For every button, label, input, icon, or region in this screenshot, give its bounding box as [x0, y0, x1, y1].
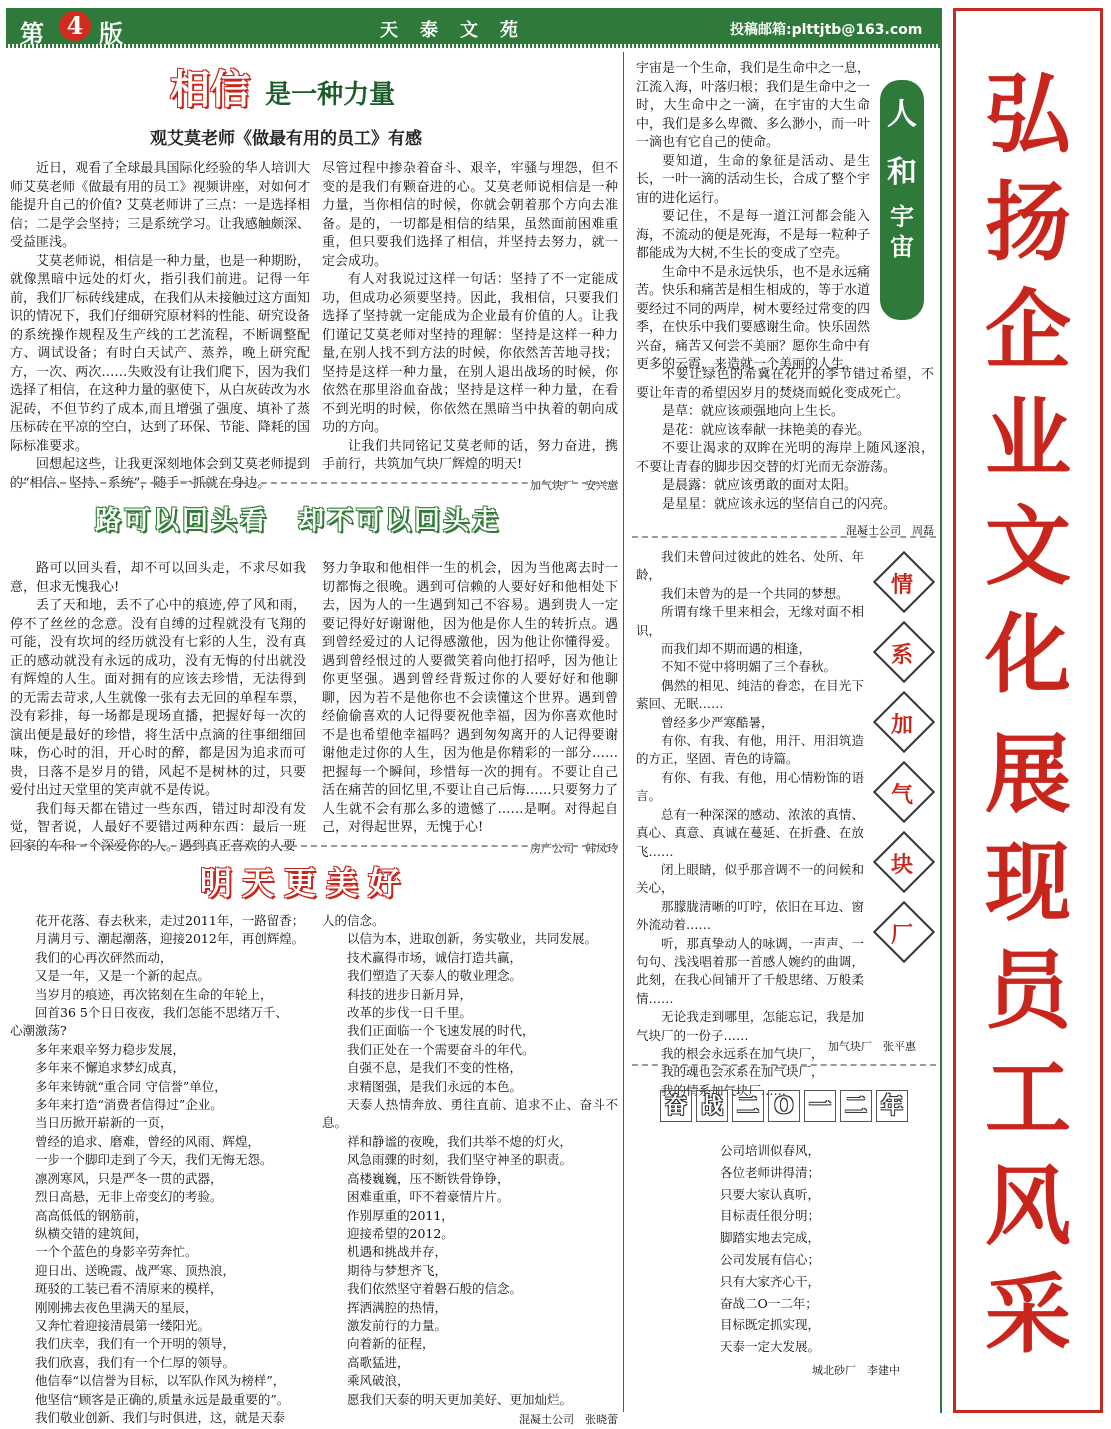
- article4-wide: [636, 366, 934, 541]
- poem-line: 各位老师讲得清；: [720, 1164, 821, 1180]
- poem-line: 高楼巍巍，压不断铁骨铮铮，: [347, 1170, 510, 1186]
- poem-line: 我们未曾问过彼此的姓名、处所、年龄，: [636, 549, 864, 583]
- title-char-box: 二: [840, 1090, 872, 1122]
- article1-title-red: 相信: [170, 66, 250, 113]
- title-char-box: 战: [696, 1090, 728, 1122]
- article1-subtitle: 观艾莫老师《做最有用的员工》有感: [150, 129, 422, 149]
- paragraph: 不要让渴求的双眸在光明的海岸上随风逐浪，不要让青春的脚步因交替的灯光而无奈游荡。: [636, 441, 934, 475]
- slogan-char: 弘: [985, 65, 1071, 165]
- edition-prefix: 第: [20, 19, 44, 48]
- paragraph: 努力争取和他相伴一生的机会，因为当他离去时一切都悔之很晚。遇到可信赖的人要好好和他相处下去，因为人的一生遇到知己不容易。遇到贵人一定要记得好好谢谢他，因为他是你人生的转折点。遇到曾经爱过的人记得感激他，因为他让你懂得爱。遇到曾经恨过的人要微笑着向他打招呼，因为他让你更坚强。遇到曾经背叛过你的人要好好和他聊聊，因为若不是他你也不会读懂这个世界。遇到曾经偷偷喜欢的人记得要祝他幸福，因为你喜欢他时不是也希望他幸福吗？遇到匆匆离开的人记得要谢谢他走过你的人生，因为他是你精彩的一部分……把握每一个瞬间，珍惜每一次的拥有。不要让自己活在痛苦的回忆里,不要让自己后悔……只要努力了人生就不会有那么多的遗憾了……是啊。对得起自己，对得起世界，无愧于心!: [322, 561, 618, 835]
- badge-char: 宇宙: [890, 202, 914, 261]
- article2-col2: [322, 560, 618, 858]
- poem-line: 多年来铸就“重合同 守信誉”单位，: [35, 1078, 227, 1094]
- poem-line: 又奔忙着迎接清晨第一缕阳光。: [35, 1317, 211, 1333]
- paragraph: 要知道，生命的象征是活动、是生长，一叶一滴的活动生长，合成了整个宇宙的进化运行。: [636, 153, 871, 206]
- article3-col1: [10, 912, 322, 1427]
- poem-line: 凛冽寒风，只是严冬一贯的武器，: [35, 1170, 223, 1186]
- title-char-box: 奋: [660, 1090, 692, 1122]
- article5-vertical-title: [874, 560, 930, 1000]
- edition-number: 4: [59, 11, 91, 41]
- article6-poem: [720, 1140, 880, 1358]
- poem-line: 一个个蓝色的身影辛劳奔忙。: [35, 1244, 198, 1260]
- paragraph: 宇宙是一个生命，我们是生命中之一息，江流入海，叶落归根；我们是生命中之一时，大生命中之一滴，在宇宙的大生命中，我们是多么卑微、多么渺小，而一叶一滴也有它自己的使命。: [636, 61, 871, 150]
- poem-line: 我的情系加气块厂……: [661, 1082, 787, 1098]
- paragraph: 让我们共同铭记艾莫老师的话，努力奋进，携手前行，共筑加气块厂辉煌的明天!: [322, 438, 618, 472]
- slogan-char: 扬: [985, 173, 1071, 273]
- divider: [632, 1064, 936, 1066]
- poem-line: 而我们却不期而遇的相逢，: [661, 641, 812, 657]
- vertical-title-char: 加: [882, 700, 922, 740]
- slogan-char: 现: [985, 833, 1071, 933]
- article2-signature: 房产公司 韩凤玲: [530, 841, 618, 855]
- slogan-col1: [953, 65, 1103, 718]
- poem-line: 所谓有缘千里来相会，无缘对面不相识，: [636, 604, 864, 638]
- article1-col1: [10, 160, 310, 493]
- paragraph: 要记住，不是每一道江河都会能入海，不流动的便是死海，不是每一粒种子都能成为大树,不生长的变成了空壳。: [636, 209, 871, 261]
- article6-signature: 城北砂厂 李建中: [812, 1364, 900, 1377]
- poem-line: 我的根会永远系在加气块厂，: [661, 1045, 824, 1061]
- poem-line: 高歌猛进，: [347, 1354, 410, 1370]
- article2-col1: [10, 560, 306, 856]
- poem-line: 闭上眼睛，似乎那音调不一的问候和关心，: [636, 861, 864, 896]
- poem-line: 曾经多少严寒酷暑，: [661, 714, 774, 730]
- paragraph: 我们每天都在错过一些东西，错过时却没有发觉，智者说，人最好不要错过两种东西：最后一班回家的车和一个深爱你的人。遇到真正喜欢的人要: [10, 801, 306, 854]
- poem-line: 斑驳的工装已看不清原来的模样，: [35, 1281, 223, 1297]
- paragraph: 生命中不是永远快乐，也不是永远痛苦。快乐和痛苦是相生相成的，等于水道要经过不同的两岸，树木要经过常变的四季，在快乐中我们要感谢生命。快乐固然兴奋，痛苦又何尝不美丽？愿你生命中有更多的云霞，来造就一个美丽的人生。: [636, 264, 871, 372]
- poem-line: 高高低低的钢筋前，: [35, 1207, 148, 1223]
- vertical-title-char: 气: [882, 770, 922, 810]
- poem-line: 烈日高悬，无非上帝变幻的考验。: [35, 1189, 223, 1205]
- slogan-char: 文: [985, 497, 1071, 597]
- poem-line: 无论我走到哪里，怎能忘记，我是加气块厂的一份子……: [636, 1009, 864, 1043]
- badge-char: 和: [887, 155, 917, 190]
- article5-body: [636, 548, 864, 1100]
- poem-line: 我们正处在一个需要奋斗的年代。: [347, 1041, 535, 1057]
- page-edge-rule: [940, 8, 942, 1413]
- poem-line: 有你、有我、有他，用汗、用泪筑造的方正，坚固、青色的诗篇。: [636, 733, 864, 767]
- poem-line: 祥和静谧的夜晚，我们共举不熄的灯火，: [347, 1133, 573, 1149]
- paragraph: 回想起这些，让我更深刻地体会到艾莫老师提到的“相信、坚持、系统”，随手一抓就在身边。: [10, 457, 310, 491]
- edition-suffix: 版: [99, 19, 123, 48]
- poem-line: 天泰一定大发展。: [720, 1339, 821, 1355]
- paragraph: 丢了天和地，丢不了心中的痕迹,停了风和雨，停不了丝丝的念意。没有自缚的过程就没有飞翔的可能，没有坎坷的经历就没有七彩的人生，没有真正的感动就没有永远的成功，没有无悔的付出就没有辉煌的人生。面对拥有的应该去珍惜，无法得到的无需去苛求,人生就像一张有去无回的单程车票，没有彩排，每一场都是现场直播，把握好每一次的演出便是最好的珍惜，将生活中点滴的往事细细回味，伤心时的泪，开心时的醉，都是因为追求而可贵，日落不是岁月的错，风起不是树林的过，只要爱付出过天堂里的笑声就不是传说。: [10, 598, 306, 798]
- poem-line: 迎接希望的2012。: [347, 1225, 454, 1241]
- poem-line: 不知不觉中将明媚了三个春秋。: [661, 659, 837, 675]
- poem-line: 我们敬业创新、我们与时俱进，这，就是天泰: [35, 1409, 286, 1425]
- poem-line: 只有大家齐心干，: [720, 1273, 821, 1289]
- badge-char: 人: [887, 97, 917, 132]
- poem-line: 我们正面临一个飞速发展的时代，: [347, 1023, 535, 1039]
- slogan-char: 风: [985, 1157, 1071, 1257]
- poem-line: 他坚信“顾客是正确的,质量永远是最重要的”。: [35, 1391, 290, 1407]
- poem-line: 自强不息，是我们不变的性格，: [347, 1060, 523, 1076]
- poem-line: 听，那真挚动人的咏调，一声声、一句句、浅浅唱着那一首感人婉约的曲调，此刻，在我心间铺开了千般思绪、万般柔情……: [636, 935, 864, 1006]
- title-char-box: O: [768, 1090, 800, 1122]
- title-char-box: 二: [732, 1090, 764, 1122]
- poem-line: 曾经的追求、磨难，曾经的风雨、辉煌，: [35, 1133, 261, 1149]
- poem-line: 困难重重，吓不着豪情片片。: [347, 1189, 510, 1205]
- paragraph: 路可以回头看，却不可以回头走，不求尽如我意，但求无愧我心!: [10, 561, 306, 595]
- poem-line: 天泰人热情奔放、勇往直前、追求不止、奋斗不息。: [322, 1097, 618, 1131]
- poem-line: 求精图强，是我们永远的本色。: [347, 1078, 523, 1094]
- divider: [10, 482, 618, 484]
- poem-line: 我们塑造了天泰人的敬业理念。: [347, 968, 523, 984]
- poem-line: 人的信念。: [322, 913, 385, 928]
- poem-line: 科技的进步日新月异，: [347, 986, 473, 1002]
- vertical-title-char: 系: [882, 630, 922, 670]
- poem-line: 技术赢得市场，诚信打造共赢，: [347, 949, 523, 965]
- poem-line: 目标责任很分明；: [720, 1208, 821, 1224]
- article4-signature: 混凝土公司 周磊: [846, 524, 934, 537]
- poem-line: 目标既定抓实现，: [720, 1317, 821, 1333]
- poem-line: 多年来打造“消费者信得过”企业。: [35, 1097, 223, 1113]
- poem-line: 以信为本，进取创新，务实敬业，共同发展。: [347, 931, 598, 947]
- poem-line: 奋战二O一二年；: [720, 1295, 818, 1311]
- slogan-char: 化: [985, 605, 1071, 705]
- article4-badge: [880, 86, 924, 262]
- slogan-char: 展: [985, 725, 1071, 825]
- article3-col2: [322, 912, 618, 1429]
- poem-line: 一步一个脚印走到了今天，我们无悔无怨。: [35, 1152, 273, 1168]
- paragraph: 是草：就应该顽强地向上生长。: [662, 404, 845, 419]
- column-rule: [623, 52, 624, 1412]
- slogan-col2: [953, 725, 1103, 1378]
- poem-line: 公司发展有信心；: [720, 1251, 821, 1267]
- poem-line: 我们欣喜，我们有一个仁厚的领导。: [35, 1354, 236, 1370]
- poem-line: 机遇和挑战并存，: [347, 1244, 448, 1260]
- article1-signature: 加气块厂 安兴惠: [530, 478, 618, 492]
- paragraph: 艾莫老师说，相信是一种力量，也是一种期盼，就像黑暗中远处的灯火，指引我们前进。记得一年前，我们厂标砖线建成，在我们从未接触过这方面知识的情况下，我们仔细研究原材料的性能、研究设备的系统操作规程及生产线的工艺流程，不断调整配方、调试设备；有时白天试产、蒸养，晚上研究配方，一次、两次……失败没有让我们爬下，因为我们选择了相信，在这种力量的驱使下，从白灰砖改为水泥砖，不但节约了成本,而且增强了强度、填补了蒸压标砖在平凉的空白，达到了环保、节能、降耗的国际标准要求。: [10, 253, 310, 454]
- paragraph: 不要让绿色的希冀在花开的季节错过希望，不要让年青的希望因岁月的焚烧而蜕化变成死亡。: [636, 367, 934, 401]
- article1-title-rest: 是一种力量: [265, 80, 396, 110]
- vertical-title-char: 情: [882, 560, 922, 600]
- poem-line: 偶然的相见、纯洁的眷恋，在目光下萦回、无眠……: [636, 677, 864, 712]
- poem-line: 月满月亏、潮起潮落，迎接2012年，再创辉煌。: [35, 931, 305, 947]
- paragraph: 是晨露：就应该勇敢的面对太阳。: [662, 478, 858, 493]
- poem-line: 迎日出、送晚霞、战严寒、顶热浪，: [35, 1262, 236, 1278]
- article1-col2: [322, 160, 618, 495]
- poem-line: 我们庆幸，我们有一个开明的领导，: [35, 1336, 236, 1352]
- paragraph: 有人对我说过这样一句话：坚持了不一定能成功，但成功必须要坚持。因此，我相信，只要我们选择了坚持就一定能成为企业最有价值的人。让我们谨记艾莫老师对坚持的理解：坚持是这样一种力量,在别人找不到方法的时候，你依然苦苦地寻找；坚持是这样一种力量，在别人退出战场的时候，你依然在那里浴血奋战；坚持是这样一种力量，在看不到光明的时候，你依然在黑暗当中执着的朝向成功的方向。: [322, 272, 618, 435]
- slogan-char: 采: [985, 1265, 1071, 1365]
- poem-line: 只要大家认真听，: [720, 1186, 821, 1202]
- poem-line: 作别厚重的2011，: [347, 1207, 454, 1223]
- title-char-box: 一: [804, 1090, 836, 1122]
- article6-title: [660, 1090, 920, 1124]
- header-stripe: [6, 44, 940, 48]
- poem-line: 花开花落、春去秋来，走过2011年，一路留香；: [35, 913, 305, 928]
- poem-line: 公司培训似春风，: [720, 1143, 821, 1158]
- vertical-title-char: 块: [882, 840, 922, 880]
- paragraph: 是花：就应该奉献一抹艳美的春光。: [662, 422, 871, 438]
- poem-line: 风急雨骤的时刻，我们坚守神圣的职责。: [347, 1152, 573, 1168]
- poem-line: 多年来不懈追求梦幻成真，: [35, 1060, 186, 1076]
- poem-line: 向着新的征程，: [347, 1336, 435, 1352]
- poem-line: 我们未曾为的是一个共同的梦想。: [661, 585, 849, 601]
- article5-signature: 加气块厂 张平惠: [828, 1040, 916, 1053]
- poem-line: 我的魂也会永系在加气块厂，: [661, 1064, 824, 1080]
- poem-line: 我们的心再次砰然而动，: [35, 949, 173, 965]
- poem-line: 我们依然坚守着磐石般的信念。: [347, 1281, 523, 1297]
- article3-signature: 混凝土公司 张晓蕾: [519, 1412, 618, 1426]
- poem-line: 纵横交错的建筑间，: [35, 1225, 148, 1241]
- poem-line: 当日历掀开崭新的一页，: [35, 1115, 173, 1131]
- poem-line: 心潮激荡?: [10, 1023, 67, 1039]
- poem-line: 那朦胧清晰的叮咛，依旧在耳边、窗外流动着……: [636, 898, 864, 933]
- poem-line: 改革的步伐一日千里。: [347, 1005, 473, 1021]
- paragraph: 尽管过程中掺杂着奋斗、艰辛，牢骚与埋怨，但不变的是我们有颗奋进的心。艾莫老师说相信是一种力量，当你相信的时候，你就会朝着那个方向去准备。是的，一切都是相信的结果，虽然面前困难重重，但只要我们选择了相信，并坚持去努力，就一定会成功。: [322, 161, 618, 269]
- paragraph: 是星星：就应该永远的坚信自己的闪亮。: [662, 496, 897, 512]
- poem-line: 又是一年，又是一个新的起点。: [35, 968, 211, 984]
- slogan-char: 业: [985, 389, 1071, 489]
- slogan-char: 工: [985, 1049, 1071, 1149]
- poem-line: 乘风破浪，: [347, 1373, 410, 1389]
- article4-narrow: [636, 60, 870, 375]
- submission-email: 投稿邮箱:plttjtb@163.com: [730, 22, 923, 38]
- title-char-box: 年: [876, 1090, 908, 1122]
- poem-line: 有你、有我、有他，用心情粉饰的语言。: [636, 769, 864, 804]
- divider: [10, 845, 618, 847]
- poem-line: 激发前行的力量。: [347, 1317, 448, 1333]
- masthead: 天泰文苑: [380, 20, 540, 41]
- poem-line: 挥洒满腔的热情，: [347, 1299, 448, 1315]
- poem-line: 脚踏实地去完成，: [720, 1230, 821, 1246]
- slogan-char: 员: [985, 941, 1071, 1041]
- poem-line: 当岁月的痕迹，再次铭刻在生命的年轮上，: [35, 986, 273, 1002]
- poem-line: 他信奉“以信誉为目标，以军队作风为榜样”，: [35, 1373, 286, 1389]
- poem-line: 总有一种深深的感动、浓浓的真情、真心、真意、真诚在蔓延、在折叠、在放飞……: [636, 806, 864, 859]
- vertical-title-char: 厂: [882, 910, 922, 950]
- article1-title: [170, 58, 395, 115]
- poem-line: 期待与梦想齐飞，: [347, 1262, 448, 1278]
- article2-title: 路可以回头看 却不可以回头走: [95, 506, 502, 536]
- paragraph: 近日，观看了全球最具国际化经验的华人培训大师艾莫老师《做最有用的员工》视频讲座，对如何才能提升自己的价值? 艾莫老师讲了三点：一是选择相信；二是学会坚持；三是系统学习。让我感触颇深、受益匪浅。: [10, 161, 310, 250]
- poem-line: 多年来艰辛努力稳步发展，: [35, 1041, 186, 1057]
- article3-title: 明天更美好: [200, 864, 411, 902]
- divider: [632, 536, 936, 538]
- poem-line: 回首36 5个日日夜夜，我们怎能不思绪万千、: [35, 1005, 288, 1021]
- poem-line: 刚刚拂去夜色里满天的星辰，: [35, 1299, 198, 1315]
- slogan-char: 企: [985, 281, 1071, 381]
- poem-line: 愿我们天泰的明天更加美好、更加灿烂。: [347, 1391, 573, 1407]
